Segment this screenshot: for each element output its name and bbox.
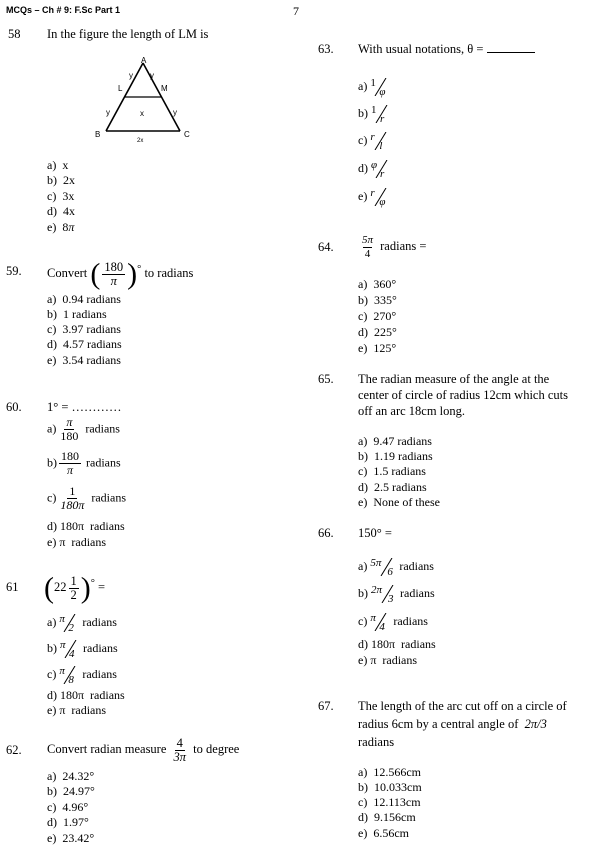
q63-option-a: a) 1 φ (358, 77, 386, 98)
q61-number: 61 (6, 580, 19, 594)
q65-number: 65. (318, 372, 334, 386)
q62-option-e: e) 23.42° (47, 831, 95, 845)
q67-option-b: b) 10.033cm (358, 780, 422, 794)
q60-option-e: e) π radians (47, 535, 107, 549)
q63-text: With usual notations, θ = (358, 42, 535, 56)
label-a: A (141, 56, 147, 65)
label-x: x (140, 109, 144, 118)
q62-option-c: c) 4.96° (47, 800, 89, 814)
q64-number: 64. (318, 240, 334, 254)
page-number: 7 (293, 4, 299, 18)
q67-number: 67. (318, 699, 334, 713)
q66-option-e: e) π radians (358, 653, 418, 667)
q67-option-d: d) 9.156cm (358, 810, 416, 824)
page-header-title: MCQs – Ch # 9: F.Sc Part 1 (6, 5, 121, 15)
q60-option-a: a) $\frac{\pi}{180}$ radians (47, 415, 120, 443)
q62-text: Convert radian measure $\frac{4}{3\pi}$ to degree (47, 735, 240, 764)
q58-option-c: c) 3x (47, 189, 75, 203)
q61-text: (22 $\frac{1}{2}$ )° = (44, 571, 106, 605)
q59-option-e: e) 3.54 radians (47, 353, 121, 367)
q65-line-2: center of circle of radius 12cm which cuts (358, 388, 568, 402)
q67-line-1: The length of the arc cut off on a circle of (358, 699, 567, 713)
answer-blank (487, 42, 535, 53)
q67-option-a: a) 12.566cm (358, 765, 421, 779)
label-y-left: y (106, 108, 110, 117)
q59-option-d: d) 4.57 radians (47, 337, 122, 351)
q58-text: In the figure the length of LM is (47, 27, 209, 41)
q64-option-e: e) 125° (358, 341, 397, 355)
q66-number: 66. (318, 526, 334, 540)
label-l: L (118, 84, 123, 93)
q62-option-a: a) 24.32° (47, 769, 95, 783)
q65-option-c: c) 1.5 radians (358, 464, 426, 478)
q59-text: Convert ( $\frac{180}{\pi}$ )° to radians (47, 257, 194, 291)
q58-option-b: b) 2x (47, 173, 75, 187)
q60-option-c: c) $\frac{1}{180\pi}$ radians (47, 484, 126, 512)
q65-option-d: d) 2.5 radians (358, 480, 427, 494)
label-m: M (161, 84, 168, 93)
q61-option-b: b) π 4 radians (47, 639, 118, 660)
q62-option-d: d) 1.97° (47, 815, 89, 829)
q58-option-e: e) 8π (47, 220, 75, 234)
q61-option-d: d) 180π radians (47, 688, 125, 702)
q64-option-d: d) 225° (358, 325, 397, 339)
q67-option-c: c) 12.113cm (358, 795, 421, 809)
q65-option-a: a) 9.47 radians (358, 434, 432, 448)
q61-option-c: c) π 8 radians (47, 665, 117, 686)
q63-option-e: e) r φ (358, 187, 386, 208)
q64-option-c: c) 270° (358, 309, 397, 323)
label-2x: 2x (137, 138, 144, 144)
label-b: B (95, 130, 101, 139)
q59-option-a: a) 0.94 radians (47, 292, 121, 306)
label-y-left-top: y (129, 71, 133, 80)
q65-option-b: b) 1.19 radians (358, 449, 433, 463)
q58-option-a: a) x (47, 158, 69, 172)
triangle-figure (88, 55, 198, 147)
q60-option-b: b) $\frac{180}{\pi}$ radians (47, 449, 121, 477)
q58-option-d: d) 4x (47, 204, 75, 218)
q67-option-e: e) 6.56cm (358, 826, 409, 840)
q62-option-b: b) 24.97° (47, 784, 95, 798)
q65-option-e: e) None of these (358, 495, 440, 509)
q64-option-a: a) 360° (358, 277, 397, 291)
q61-option-a: a) π 2 radians (47, 613, 117, 634)
q60-option-d: d) 180π radians (47, 519, 125, 533)
q66-option-b: b) 2π 3 radians (358, 584, 435, 605)
q64-text: $\frac{5\pi}{4}$ radians = (362, 233, 427, 260)
q66-option-a: a) 5π 6 radians (358, 557, 434, 578)
label-y-right-top: y (150, 71, 154, 80)
q66-option-d: d) 180π radians (358, 637, 436, 651)
q62-number: 62. (6, 743, 22, 757)
q64-option-b: b) 335° (358, 293, 397, 307)
q59-option-b: b) 1 radians (47, 307, 107, 321)
q61-option-e: e) π radians (47, 703, 107, 717)
q59-number: 59. (6, 264, 22, 278)
q63-option-b: b) 1 r (358, 103, 391, 125)
q65-line-3: off an arc 18cm long. (358, 404, 466, 418)
q66-text: 150° = (358, 526, 392, 540)
q58-number: 58 (8, 27, 21, 41)
q66-option-c: c) π 4 radians (358, 612, 428, 633)
q63-option-c: c) r l (358, 130, 390, 152)
q63-number: 63. (318, 42, 334, 56)
q59-option-c: c) 3.97 radians (47, 322, 121, 336)
label-c: C (184, 130, 190, 139)
q60-text: 1° = ………… (47, 400, 122, 414)
q65-line-1: The radian measure of the angle at the (358, 372, 550, 386)
q63-option-d: d) φ r (358, 158, 391, 180)
q67-line-3: radians (358, 735, 395, 749)
q67-line-2: radius 6cm by a central angle of 2π/3 (358, 717, 547, 731)
q60-number: 60. (6, 400, 22, 414)
label-y-right: y (173, 108, 177, 117)
